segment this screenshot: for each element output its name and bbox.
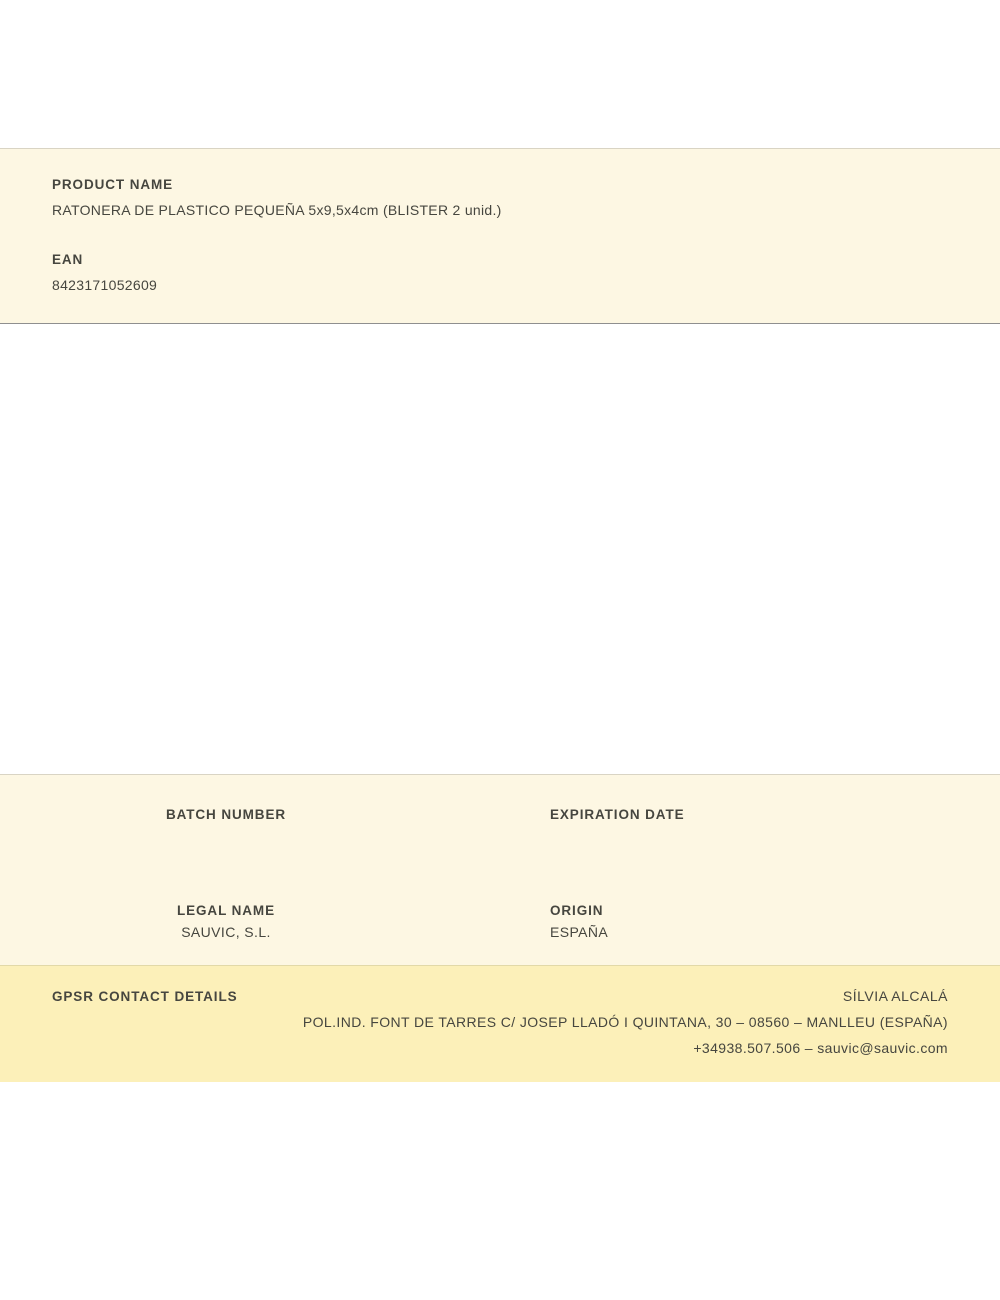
ean-label: EAN xyxy=(52,252,84,267)
gpsr-contact-section xyxy=(0,966,1000,1082)
empty-content-area xyxy=(0,324,1000,774)
origin-value: ESPAÑA xyxy=(550,924,609,940)
gpsr-address: POL.IND. FONT DE TARRES C/ JOSEP LLADÓ I QUINTANA, 30 – 08560 – MANLLEU (ESPAÑA) xyxy=(302,1014,948,1030)
origin-column xyxy=(500,903,948,941)
expiration-date-value xyxy=(550,828,948,845)
ean-value: 8423171052609 xyxy=(52,277,158,293)
gpsr-header-row xyxy=(52,988,948,1004)
gpsr-phone-email: +34938.507.506 – sauvic@sauvic.com xyxy=(693,1040,948,1056)
product-details-section xyxy=(0,148,1000,324)
bottom-margin xyxy=(0,1082,1000,1247)
batch-row-spacer xyxy=(52,845,948,903)
batch-number-label: BATCH NUMBER xyxy=(165,807,287,822)
legal-name-label: LEGAL NAME xyxy=(176,903,275,918)
expiration-date-label: EXPIRATION DATE xyxy=(550,807,685,822)
field-spacer xyxy=(52,218,948,252)
product-name-value: RATONERA DE PLASTICO PEQUEÑA 5x9,5x4cm (BLISTER 2 unid.) xyxy=(52,202,502,218)
batch-number-column xyxy=(52,807,500,845)
expiration-date-column xyxy=(500,807,948,845)
legal-name-column xyxy=(52,903,500,941)
legal-row xyxy=(52,903,948,941)
product-name-label: PRODUCT NAME xyxy=(52,177,174,192)
top-margin xyxy=(0,0,1000,148)
gpsr-contact-name: SÍLVIA ALCALÁ xyxy=(842,988,948,1004)
legal-name-value: SAUVIC, S.L. xyxy=(181,924,271,940)
gpsr-label: GPSR CONTACT DETAILS xyxy=(52,989,238,1004)
batch-legal-section xyxy=(0,774,1000,966)
origin-label: ORIGIN xyxy=(550,903,604,918)
batch-number-value xyxy=(52,828,400,845)
batch-row xyxy=(52,807,948,845)
